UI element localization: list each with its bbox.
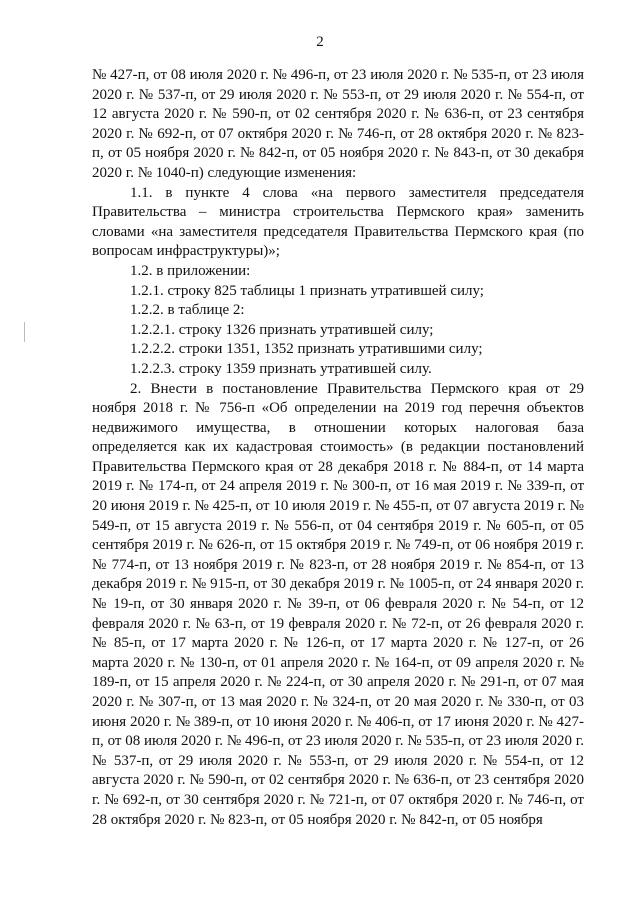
scan-margin-mark: [24, 322, 25, 342]
paragraph-continuation: № 427-п, от 08 июля 2020 г. № 496-п, от 23 июля 2020 г. № 535-п, от 23 июля 2020 г. № 537-п, от 29 июля 2020 г. № 553-п, от 29 июля 2020 г. № 554-п, от 12 августа 2020 г. № 590-п, от 02 сентября 2020 г. № 636-п, от 23 сентября 2020 г. № 692-п, от 07 октября 2020 г. № 746-п, от 28 октября 2020 г. № 823-п, от 05 ноября 2020 г. № 842-п, от 05 ноября 2020 г. № 843-п, от 30 декабря 2020 г. № 1040-п) следующие изменения:: [92, 67, 584, 181]
paragraph-2: 2. Внести в постановление Правительства Пермского края от 29 ноября 2018 г. № 756-п «Об определении на 2019 год перечня объектов недвижимого имущества, в отношении которых налоговая база определяется как их кадастровая стоимость» (в редакции постановлений Правительства Пермского края от 28 декабря 2018 г. № 884-п, от 14 марта 2019 г. № 174-п, от 24 апреля 2019 г. № 300-п, от 16 мая 2019 г. № 339-п, от 20 июня 2019 г. № 425-п, от 10 июля 2019 г. № 455-п, от 07 августа 2019 г. № 549-п, от 15 августа 2019 г. № 556-п, от 04 сентября 2019 г. № 605-п, от 05 сентября 2019 г. № 626-п, от 15 октября 2019 г. № 749-п, от 06 ноября 2019 г. № 774-п, от 13 ноября 2019 г. № 823-п, от 28 ноября 2019 г. № 854-п, от 13 декабря 2019 г. № 915-п, от 30 декабря 2019 г. № 1005-п, от 24 января 2020 г. № 19-п, от 30 января 2020 г. № 39-п, от 06 февраля 2020 г. № 54-п, от 12 февраля 2020 г. № 63-п, от 19 февраля 2020 г. № 72-п, от 26 февраля 2020 г. № 85-п, от 17 марта 2020 г. № 126-п, от 17 марта 2020 г. № 127-п, от 26 марта 2020 г. № 130-п, от 01 апреля 2020 г. № 164-п, от 09 апреля 2020 г. № 189-п, от 15 апреля 2020 г. № 224-п, от 30 апреля 2020 г. № 291-п, от 07 мая 2020 г. № 307-п, от 13 мая 2020 г. № 324-п, от 20 мая 2020 г. № 330-п, от 03 июня 2020 г. № 389-п, от 10 июня 2020 г. № 406-п, от 17 июня 2020 г. № 427-п, от 08 июля 2020 г. № 496-п, от 23 июля 2020 г. № 535-п, от 23 июля 2020 г. № 537-п, от 29 июля 2020 г. № 553-п, от 29 июля 2020 г. № 554-п, от 12 августа 2020 г. № 590-п, от 02 сентября 2020 г. № 636-п, от 23 сентября 2020 г. № 692-п, от 30 сентября 2020 г. № 721-п, от 07 октября 2020 г. № 746-п, от 28 октября 2020 г. № 823-п, от 05 ноября 2020 г. № 842-п, от 05 ноября: [92, 380, 584, 828]
paragraph-1-2-2-3: 1.2.2.3. строку 1359 признать утратившей силу.: [130, 360, 432, 377]
paragraph-1-2-1: 1.2.1. строку 825 таблицы 1 признать утратившей силу;: [130, 282, 484, 299]
page-number: 2: [316, 34, 324, 50]
document-body: [92, 66, 584, 830]
paragraph-1-2-2-1: 1.2.2.1. строку 1326 признать утратившей силу;: [130, 321, 434, 338]
paragraph-1-2: 1.2. в приложении:: [130, 262, 251, 279]
paragraph-1-2-2-2: 1.2.2.2. строки 1351, 1352 признать утратившими силу;: [130, 341, 483, 358]
paragraph-1-1: 1.1. в пункте 4 слова «на первого заместителя председателя Правительства – министра строительства Пермского края» заменить словами «на заместителя председателя Правительства Пермского края (по вопросам инфраструктуры)»;: [92, 184, 584, 260]
paragraph-1-2-2: 1.2.2. в таблице 2:: [130, 302, 245, 319]
